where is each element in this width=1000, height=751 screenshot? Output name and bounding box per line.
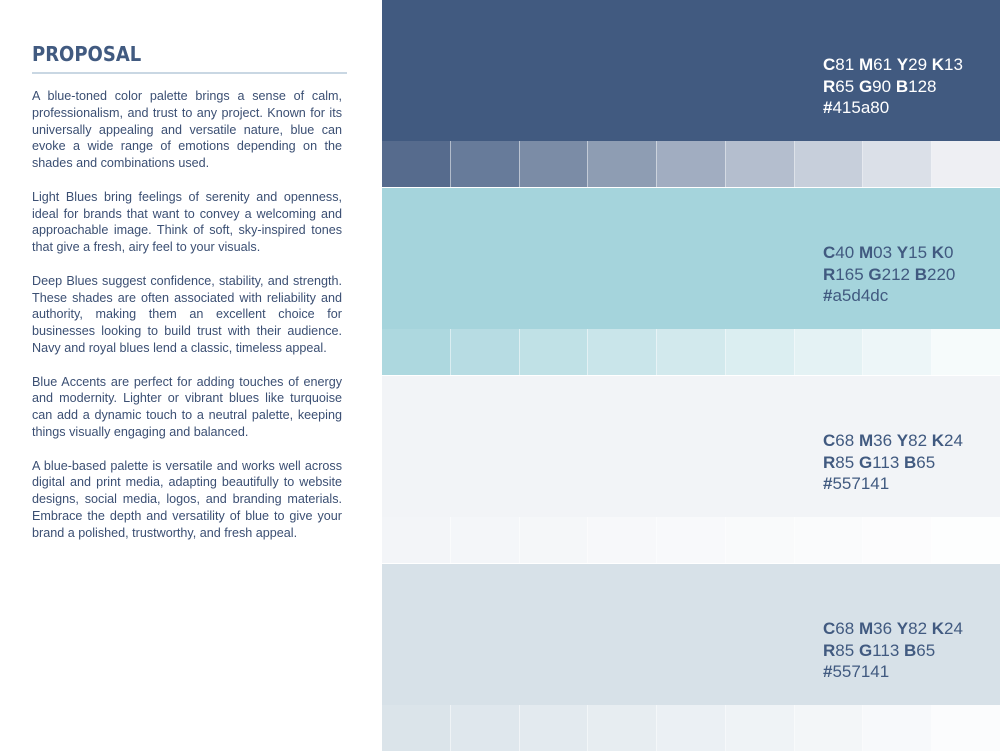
tint-strip [382, 705, 1000, 750]
tint-swatch [520, 517, 589, 563]
rgb-line: R165 G212 B220 [823, 264, 956, 284]
tint-swatch [863, 141, 932, 187]
paragraph-intro: A blue-toned color palette brings a sense of calm, professionalism, and trust to any project. Known for its universally appealing and versatile nature, blue can evoke a wide range of emotions depending on the shades and combinations used. [32, 89, 342, 171]
tint-swatch [520, 141, 589, 187]
rgb-line: R65 G90 B128 [823, 76, 937, 96]
tint-strip [382, 141, 1000, 187]
main-color-swatch [382, 188, 1000, 329]
page-title: PROPOSAL [32, 42, 142, 66]
tint-swatch [451, 517, 520, 563]
tint-strip [382, 329, 1000, 375]
tint-swatch [932, 141, 1000, 187]
main-color-swatch [382, 564, 1000, 705]
tint-swatch [382, 141, 451, 187]
tint-swatch [520, 329, 589, 375]
tint-swatch [932, 329, 1000, 375]
tint-swatch [451, 141, 520, 187]
paragraph-deep-blues: Deep Blues suggest confidence, stability, and strength. These shades are often associated with reliability and authority, making them an excellent choice for businesses looking to build trust with their audience. Navy and royal blues lend a classic, timeless appeal. [32, 273, 342, 355]
hex-line: #415a80 [823, 98, 890, 117]
tint-swatch [932, 517, 1000, 563]
tint-swatch [657, 705, 726, 751]
tint-swatch [382, 517, 451, 563]
palette-block [382, 0, 1000, 188]
paragraph-conclusion: A blue-based palette is versatile and works well across digital and print media, adapting beautifully to website designs, social media, logos, and branding materials. Embrace the depth and versatility of blue to give your brand a polished, trustworthy, and fresh appeal. [32, 458, 342, 540]
color-codes [823, 430, 963, 495]
tint-swatch [795, 517, 864, 563]
palette-block [382, 188, 1000, 376]
tint-swatch [588, 329, 657, 375]
color-palette-panel [382, 0, 1000, 750]
proposal-body [32, 88, 342, 558]
tint-swatch [588, 705, 657, 751]
palette-block [382, 564, 1000, 750]
tint-strip [382, 517, 1000, 563]
hex-line: #a5d4dc [823, 286, 889, 305]
tint-swatch [795, 705, 864, 751]
tint-swatch [795, 141, 864, 187]
main-color-swatch [382, 0, 1000, 141]
paragraph-light-blues: Light Blues bring feelings of serenity and openness, ideal for brands that want to convey a welcoming and approachable image. Think of soft, sky-inspired tones that give a fresh, airy feel to your visuals. [32, 189, 342, 255]
rgb-line: R85 G113 B65 [823, 640, 936, 660]
color-codes [823, 618, 963, 683]
tint-swatch [382, 705, 451, 751]
cmyk-line: C81 M61 Y29 K13 [823, 55, 963, 74]
rgb-line: R85 G113 B65 [823, 452, 936, 472]
tint-swatch [795, 329, 864, 375]
tint-swatch [726, 517, 795, 563]
tint-swatch [588, 141, 657, 187]
tint-swatch [382, 329, 451, 375]
tint-swatch [451, 329, 520, 375]
tint-swatch [726, 705, 795, 751]
proposal-text-panel [0, 0, 382, 750]
tint-swatch [588, 517, 657, 563]
tint-swatch [657, 517, 726, 563]
hex-line: #557141 [823, 662, 890, 681]
tint-swatch [657, 329, 726, 375]
tint-swatch [863, 329, 932, 375]
color-codes [823, 242, 955, 307]
color-codes [823, 54, 963, 119]
tint-swatch [657, 141, 726, 187]
tint-swatch [726, 329, 795, 375]
tint-swatch [520, 705, 589, 751]
title-divider [32, 72, 347, 74]
cmyk-line: C40 M03 Y15 K0 [823, 243, 954, 262]
cmyk-line: C68 M36 Y82 K24 [823, 619, 963, 638]
tint-swatch [726, 141, 795, 187]
hex-line: #557141 [823, 474, 890, 493]
main-color-swatch [382, 376, 1000, 517]
tint-swatch [932, 705, 1000, 751]
cmyk-line: C68 M36 Y82 K24 [823, 431, 963, 450]
tint-swatch [451, 705, 520, 751]
tint-swatch [863, 705, 932, 751]
tint-swatch [863, 517, 932, 563]
paragraph-blue-accents: Blue Accents are perfect for adding touches of energy and modernity. Lighter or vibrant blues like turquoise can add a dynamic touch to a neutral palette, keeping things visually engaging and balanced. [32, 374, 342, 439]
palette-block [382, 376, 1000, 564]
